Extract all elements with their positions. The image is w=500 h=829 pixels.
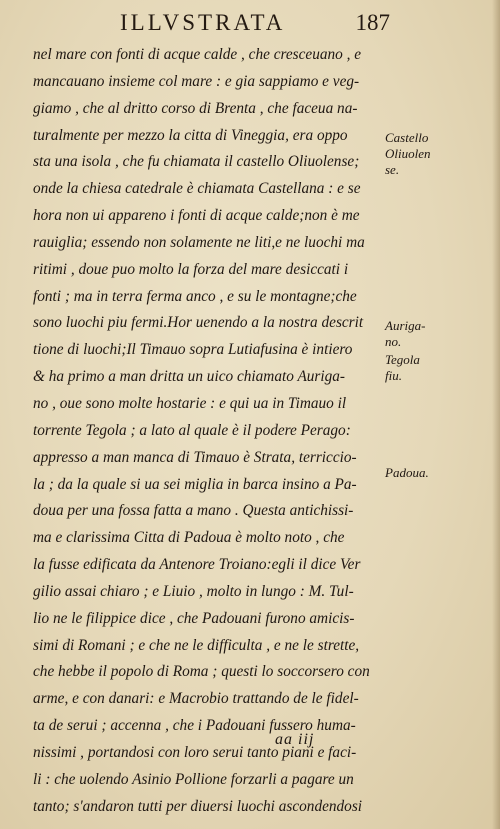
text-line: nel mare con fonti di acque calde , che cresceuano , e (33, 46, 362, 63)
text-line: la ; da la quale si ua sei miglia in barca insino a Pa- (33, 475, 357, 493)
text-line: simi di Romani ; e che ne le difficulta , e ne le strette, (33, 636, 360, 654)
text-line: arme, e con danari: e Macrobio trattando de le fidel- (33, 690, 359, 708)
margin-note-line: Oliuolen (385, 146, 431, 161)
text-line: turalmente per mezzo la citta di Vineggia, era oppo (33, 126, 348, 144)
text-line: tanto; s'andaron tutti per diuersi luochi ascondendosi (33, 797, 363, 815)
text-line: doua per una fossa fatta a mano . Questa antichissi- (33, 502, 354, 520)
text-line: la fusse edificata da Antenore Troiano:egli il dice Ver (33, 556, 361, 574)
text-line: appresso a man manca di Timauo è Strata, terriccio- (33, 448, 357, 466)
text-line: mancauano insieme col mare : e gia sappiamo e veg- (33, 72, 360, 90)
margin-note-line: se. (385, 162, 400, 177)
running-title: ILLVSTRATA (120, 10, 286, 35)
body-text (33, 42, 378, 820)
text-line: torrente Tegola ; a lato al quale è il podere Perago: (33, 421, 351, 439)
text-line: tione di luochi;Il Timauo sopra Lutiafusina è intiero (33, 341, 353, 359)
text-line: che hebbe il popolo di Roma ; questi lo soccorsero con (33, 663, 370, 681)
text-line: sono luochi piu fermi.Hor uenendo a la nostra descrit (33, 314, 364, 332)
text-line: rauiglia; essendo non solamente ne liti,e ne luochi ma (33, 233, 365, 251)
margin-note-line: fiu. (385, 368, 402, 383)
page-number: 187 (355, 10, 390, 35)
text-line: sta una isola , che fu chiamata il castello Oliuolense; (33, 153, 360, 171)
text-line: & ha primo a man dritta un uico chiamato Auriga- (33, 368, 346, 386)
margin-note-line: Auriga- (385, 318, 426, 333)
margin-note-padoua (385, 465, 470, 481)
running-header (120, 10, 390, 40)
text-line: lio ne le filippice dice , che Padouani furono amicis- (33, 609, 355, 627)
margin-note-line: Castello (385, 130, 429, 145)
text-line: no , oue sono molte hostarie : e qui ua in Timauo il (33, 394, 347, 412)
signature-mark: aa iij (275, 731, 315, 748)
text-line: onde la chiesa catedrale è chiamata Castellana : e se (33, 180, 361, 198)
text-line: ritimi , doue puo molto la forza del mare desiccati i (33, 260, 349, 278)
text-line: ta de serui ; accenna , che i Padouani fussero huma- (33, 717, 356, 735)
margin-note-line: no. (385, 334, 402, 349)
margin-note-line: Padoua. (385, 465, 429, 480)
text-line: giamo , che al dritto corso di Brenta , che faceua na- (33, 99, 358, 117)
margin-note-aurigano (385, 318, 470, 350)
margin-note-tegola (385, 352, 470, 384)
text-line: li : che uolendo Asinio Pollione forzarli a pagare un (33, 770, 354, 788)
text-line: ma e clarissima Citta di Padoua è molto noto , che (33, 529, 345, 547)
margin-note-line: Tegola (385, 352, 420, 367)
text-line: hora non ui appareno i fonti di acque calde;non è me (33, 207, 360, 225)
text-line: fonti ; ma in terra ferma anco , e su le montagne;che (33, 287, 357, 305)
text-line: nissimi , portandosi con loro serui tanto piani e faci- (33, 743, 357, 761)
margin-note-castello (385, 130, 470, 178)
text-line: gilio assai chiaro ; e Liuio , molto in lungo : M. Tul- (33, 582, 354, 600)
